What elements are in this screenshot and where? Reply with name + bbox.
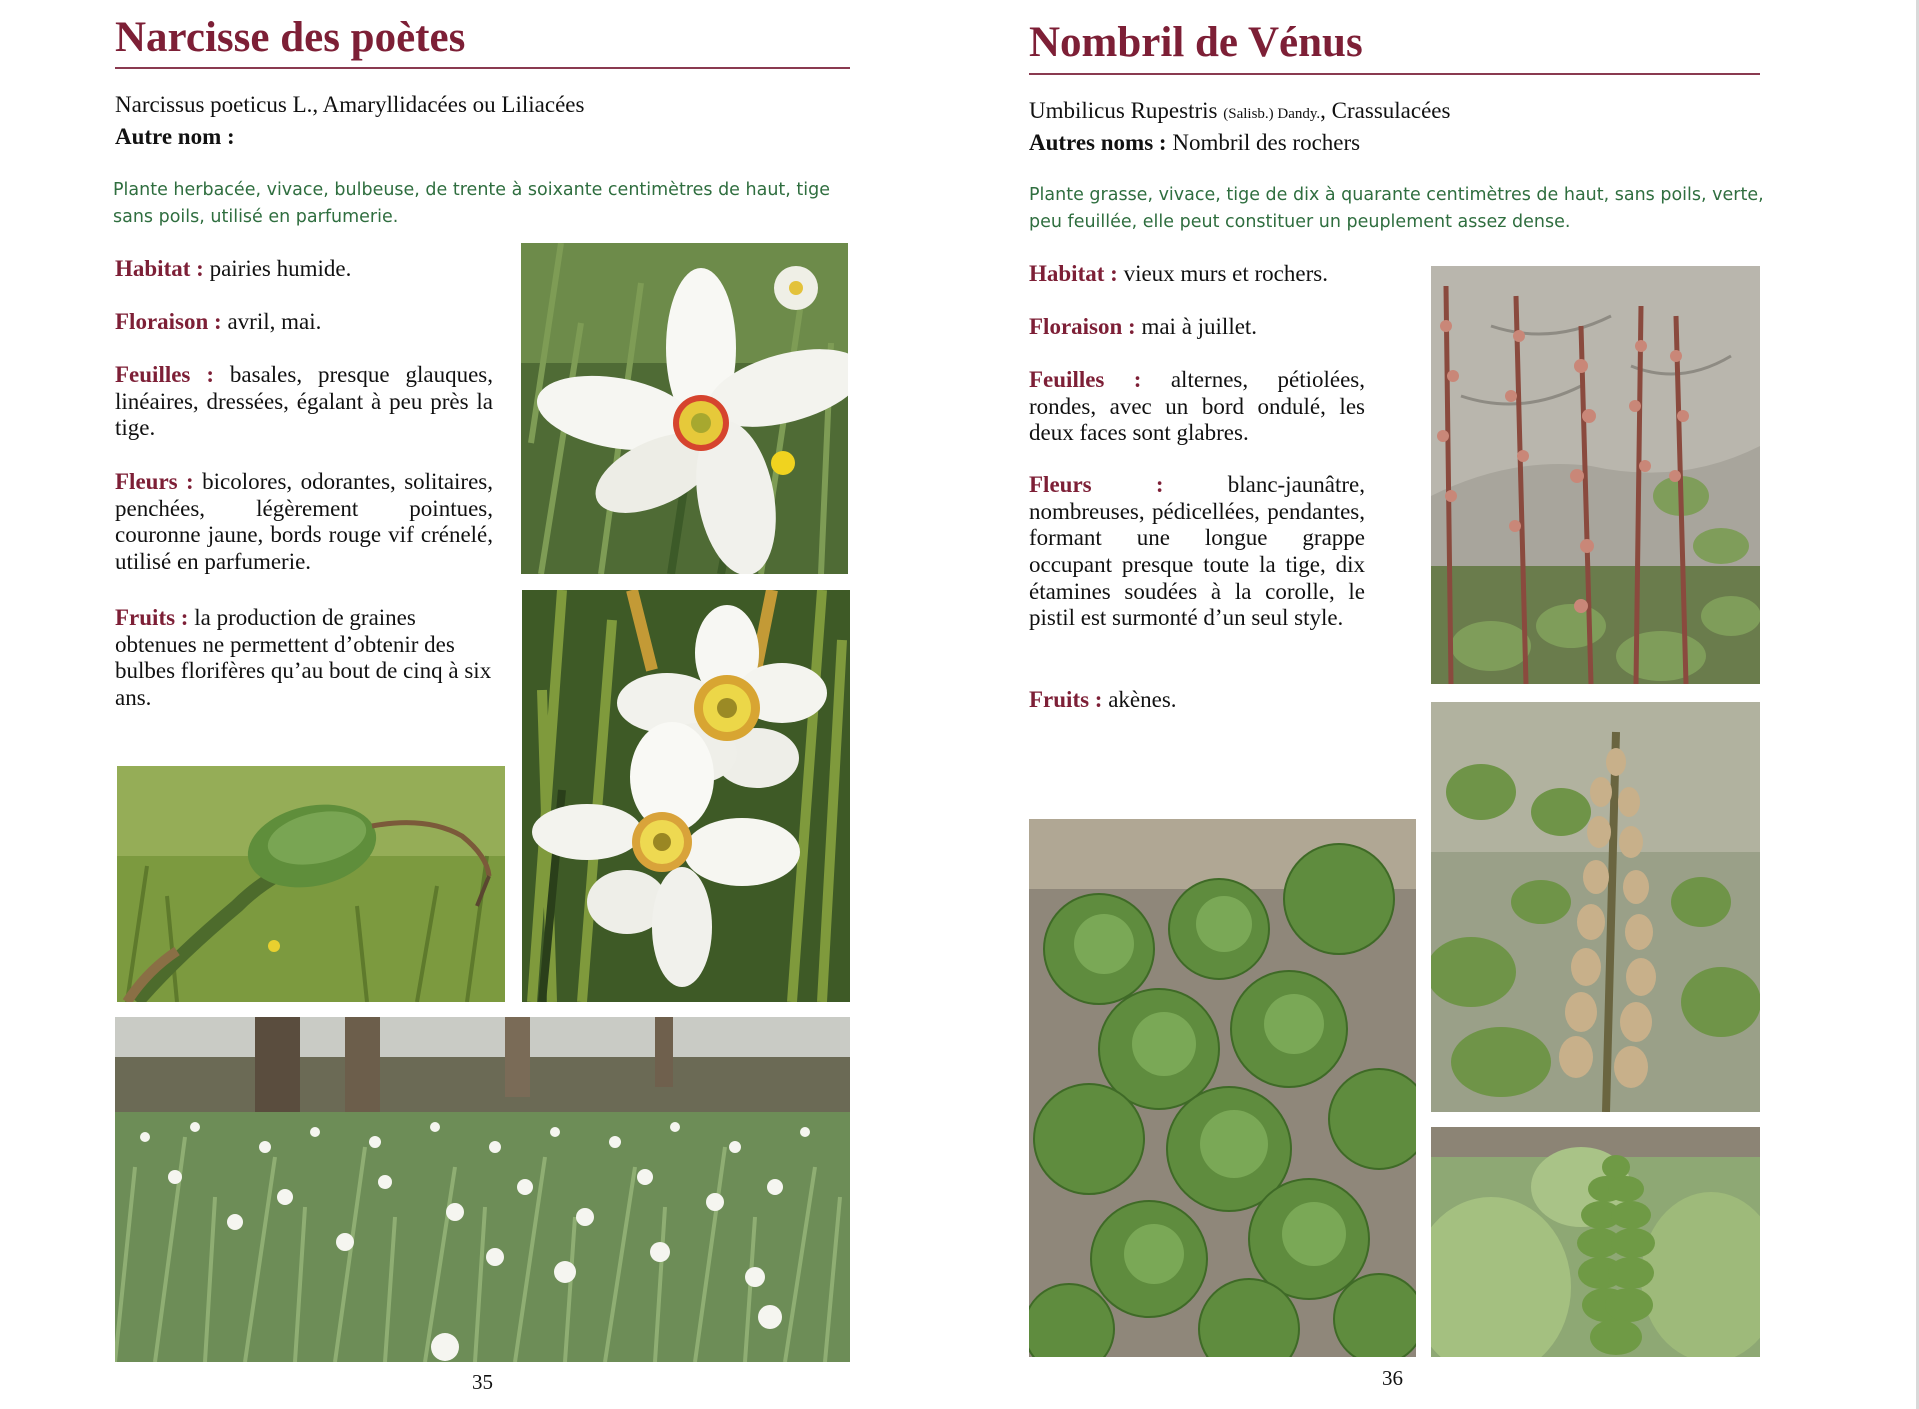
field-habitat [115, 256, 493, 283]
field-habitat [1029, 261, 1365, 288]
photo-narcissus-meadow [115, 1017, 850, 1362]
field-text: basales, presque glauques, linéaires, dressées, égalant à peu près la tige. [115, 362, 493, 441]
scientific-name [1029, 95, 1769, 126]
field-label: Fruits : [1029, 687, 1103, 712]
field-label: Floraison : [115, 309, 222, 334]
photo-umbilicus-spikes [1431, 266, 1760, 684]
field-text: blanc-jaunâtre, nombreuses, pédicellées, pendantes, formant une longue grappe occupant presque toute la tige, dix étamines soudées à la corolle, le pistil est surmonté d’un seul style. [1029, 472, 1365, 631]
field-text: avril, mai. [227, 309, 322, 334]
page-title: Nombril de Vénus [1029, 19, 1363, 66]
right-page [960, 0, 1919, 1409]
field-label: Floraison : [1029, 314, 1136, 339]
field-fruits [115, 605, 493, 712]
other-names-value: Nombril des rochers [1172, 130, 1361, 155]
field-label: Fruits : [115, 605, 189, 630]
field-floraison [1029, 314, 1365, 341]
field-fruits [1029, 687, 1365, 714]
field-label: Fleurs : [115, 469, 194, 494]
field-text: la production de graines obtenues ne permettent d’obtenir des bulbes florifères qu’au bout de cinq à six ans. [115, 605, 492, 711]
other-names-label: Autre nom : [115, 124, 235, 149]
field-label: Habitat : [115, 256, 204, 281]
field-text: akènes. [1108, 687, 1177, 712]
field-feuilles [115, 362, 493, 442]
field-label: Fleurs : [1029, 472, 1164, 497]
field-text: vieux murs et rochers. [1123, 261, 1328, 286]
other-names [1029, 127, 1769, 158]
field-label: Feuilles : [1029, 367, 1142, 392]
title-rule [115, 67, 850, 69]
field-text: pairies humide. [209, 256, 352, 281]
photo-umbilicus-raceme [1431, 702, 1760, 1112]
photo-seed-capsule [117, 766, 505, 1002]
page-title: Narcisse des poètes [115, 14, 466, 61]
field-text: bicolores, odorantes, solitaires, penchées, légèrement pointues, couronne jaune, bords rouge vif crénelé, utilisé en parfumerie. [115, 469, 493, 575]
plant-description: Plante herbacée, vivace, bulbeuse, de trente à soixante centimètres de haut, tige sans poils, utilisé en parfumerie. [113, 180, 830, 228]
photo-umbilicus-bud [1431, 1127, 1760, 1357]
plant-description: Plante grasse, vivace, tige de dix à quarante centimètres de haut, sans poils, verte, peu feuillée, elle peut constituer un peuplement assez dense. [1029, 185, 1764, 233]
field-text: mai à juillet. [1141, 314, 1258, 339]
scientific-name: Narcissus poeticus L., Amaryllidacées ou Liliacées [115, 92, 585, 117]
scientific-family: , Crassulacées [1320, 98, 1451, 123]
scientific-main: Umbilicus Rupestris [1029, 98, 1218, 123]
field-label: Feuilles : [115, 362, 214, 387]
page-number: 35 [472, 1370, 493, 1394]
other-names-label: Autres noms : [1029, 130, 1167, 155]
scientific-author: (Salisb.) Dandy. [1223, 106, 1321, 122]
title-rule [1029, 73, 1760, 75]
photo-narcissus-flower [521, 243, 848, 574]
field-fleurs [1029, 472, 1365, 632]
page-number: 36 [1382, 1366, 1403, 1390]
field-feuilles [1029, 367, 1365, 447]
field-text: alternes, pétiolées, rondes, avec un bord ondulé, les deux faces sont glabres. [1029, 367, 1366, 446]
field-label: Habitat : [1029, 261, 1118, 286]
field-floraison [115, 309, 493, 336]
other-names [115, 121, 855, 152]
photo-narcissus-pair [522, 590, 850, 1002]
photo-umbilicus-leaves [1029, 819, 1416, 1357]
field-fleurs [115, 469, 493, 576]
